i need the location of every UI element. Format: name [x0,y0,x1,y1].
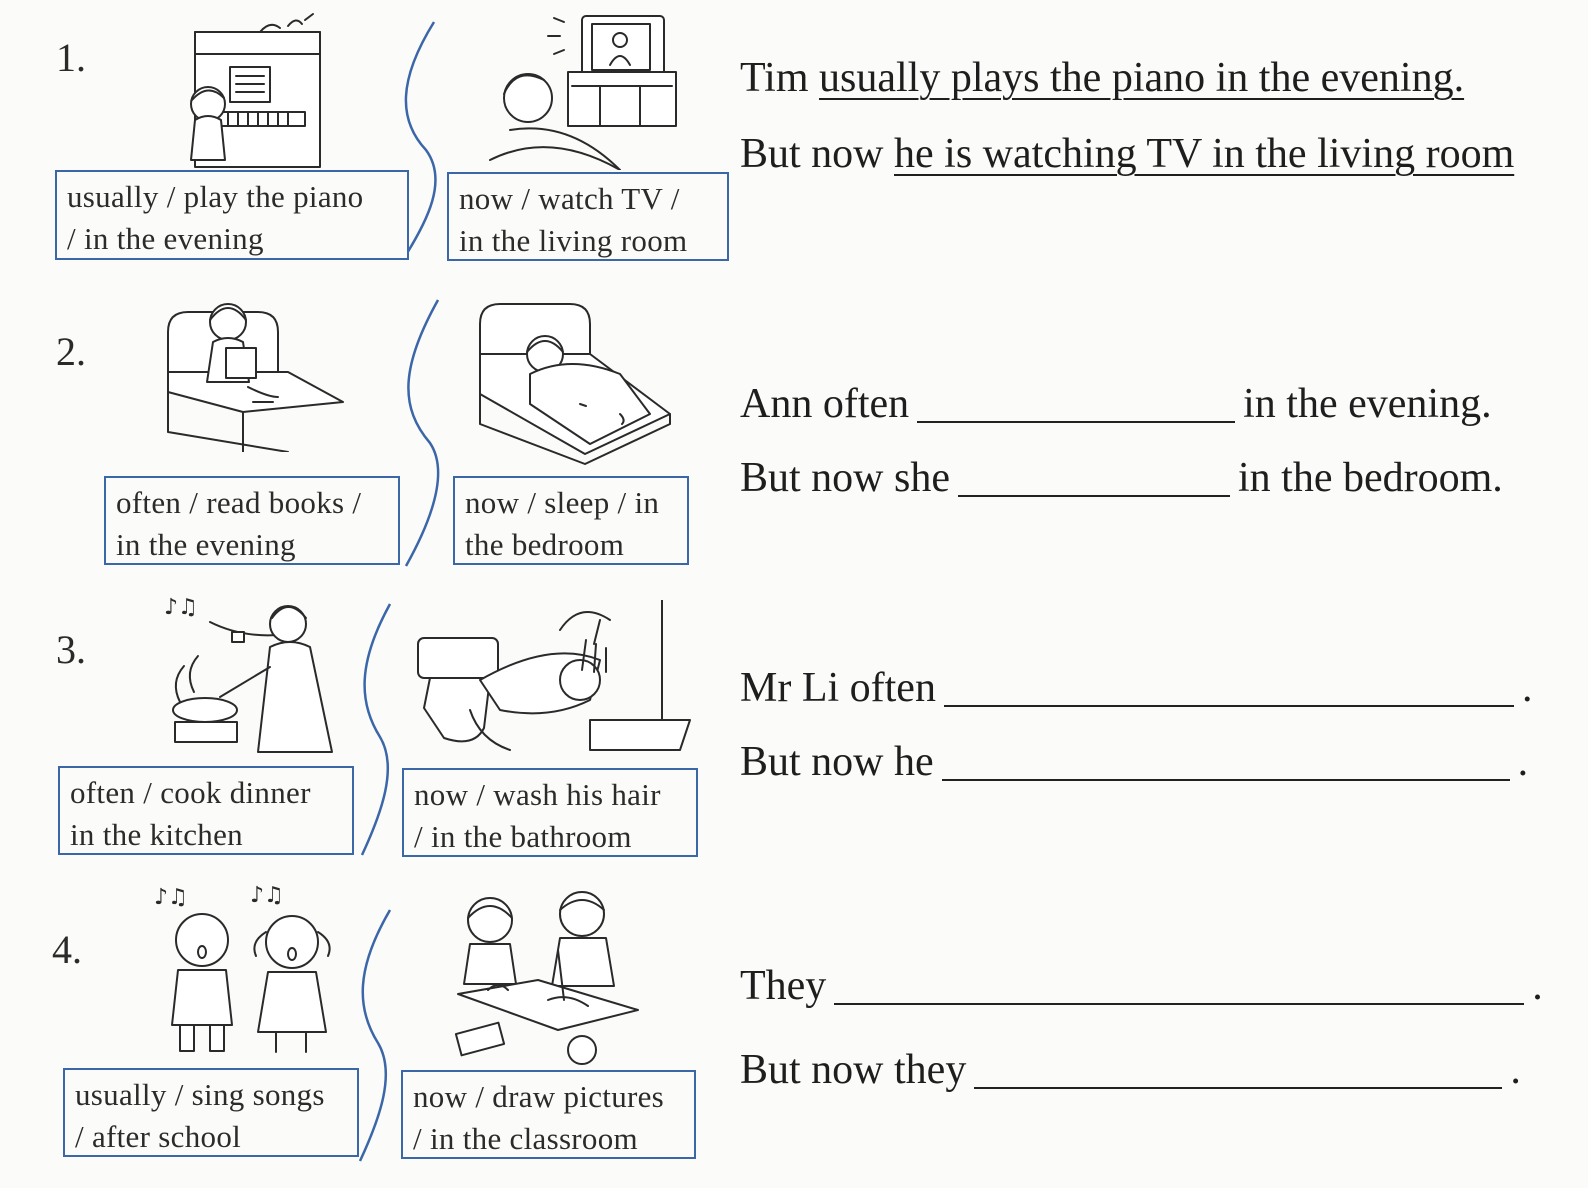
answer-blank[interactable] [942,777,1510,781]
divider-wave-4 [356,908,396,1163]
music-notes-glyph: ♪♫ [154,885,188,910]
sentence-prefix: They [740,963,827,1009]
sentence-prefix: Ann often [740,381,910,427]
divider-wave-3 [358,602,398,857]
answer-blank[interactable] [917,419,1235,423]
sentence-suffix: in the evening. [1243,381,1492,427]
prompt-line: in the living room [459,223,688,258]
prompt-line: usually / play the piano [67,179,364,214]
prompt-box-2-usual [104,476,400,565]
illustration-reading-in-bed [158,292,348,452]
illustration-piano [170,12,330,172]
prompt-box-3-usual [58,766,354,855]
music-notes-glyph: ♪♫ [164,595,198,620]
prompt-line: now / draw pictures [413,1079,665,1114]
illustration-cooking [160,592,340,757]
sentence-2b [740,454,1503,502]
prompt-line: in the evening [116,527,296,562]
example-answer: usually plays the piano in the evening. [819,55,1465,101]
illustration-washing-hair [410,600,695,760]
prompt-line: now / sleep / in [465,485,660,520]
answer-blank[interactable] [944,703,1514,707]
sentence-prefix: Tim [740,55,809,101]
item-number-3: 3. [56,627,86,672]
prompt-box-2-now [453,476,689,565]
answer-blank[interactable] [958,493,1230,497]
music-notes-glyph: ♪♫ [250,883,284,908]
prompt-line: / in the evening [67,221,264,256]
prompt-line: now / wash his hair [414,777,661,812]
sentence-suffix: in the bedroom. [1238,455,1503,501]
sentence-prefix: But now she [740,455,950,501]
sentence-prefix: But now they [740,1047,967,1093]
sentence-4a [740,962,1543,1010]
sentence-1b [740,130,1514,178]
example-answer: he is watching TV in the living room [894,131,1515,177]
item-number-4: 4. [52,927,82,972]
sentence-2a [740,380,1492,428]
item-number-1: 1. [56,35,86,80]
illustration-sleeping [470,294,680,469]
sentence-3b [740,738,1528,786]
prompt-line: now / watch TV / [459,181,680,216]
sentence-3a [740,664,1532,712]
prompt-line: / in the classroom [413,1121,638,1156]
sentence-suffix: . [1517,739,1529,785]
prompt-box-4-now [401,1070,696,1159]
sentence-4b [740,1046,1521,1094]
sentence-1a [740,54,1464,102]
prompt-line: usually / sing songs [75,1077,325,1112]
divider-wave-2 [400,298,450,568]
sentence-suffix: . [1521,665,1533,711]
sentence-prefix: But now he [740,739,934,785]
illustration-singing [150,882,350,1057]
answer-blank[interactable] [834,1001,1524,1005]
prompt-line: often / read books / [116,485,362,520]
item-number-2: 2. [56,329,86,374]
sentence-suffix: . [1532,963,1543,1009]
sentence-suffix: . [1510,1047,1521,1093]
prompt-box-4-usual [63,1068,359,1157]
prompt-line: in the kitchen [70,817,243,852]
prompt-line: / in the bathroom [414,819,632,854]
answer-blank[interactable] [974,1085,1502,1089]
illustration-watching-tv [480,10,690,170]
prompt-line: / after school [75,1119,242,1154]
prompt-box-1-now [447,172,729,261]
sentence-prefix: But now [740,131,884,177]
prompt-box-1-usual [55,170,409,260]
prompt-line: the bedroom [465,527,625,562]
sentence-prefix: Mr Li often [740,665,936,711]
illustration-drawing [448,890,648,1065]
prompt-line: often / cook dinner [70,775,311,810]
prompt-box-3-now [402,768,698,857]
